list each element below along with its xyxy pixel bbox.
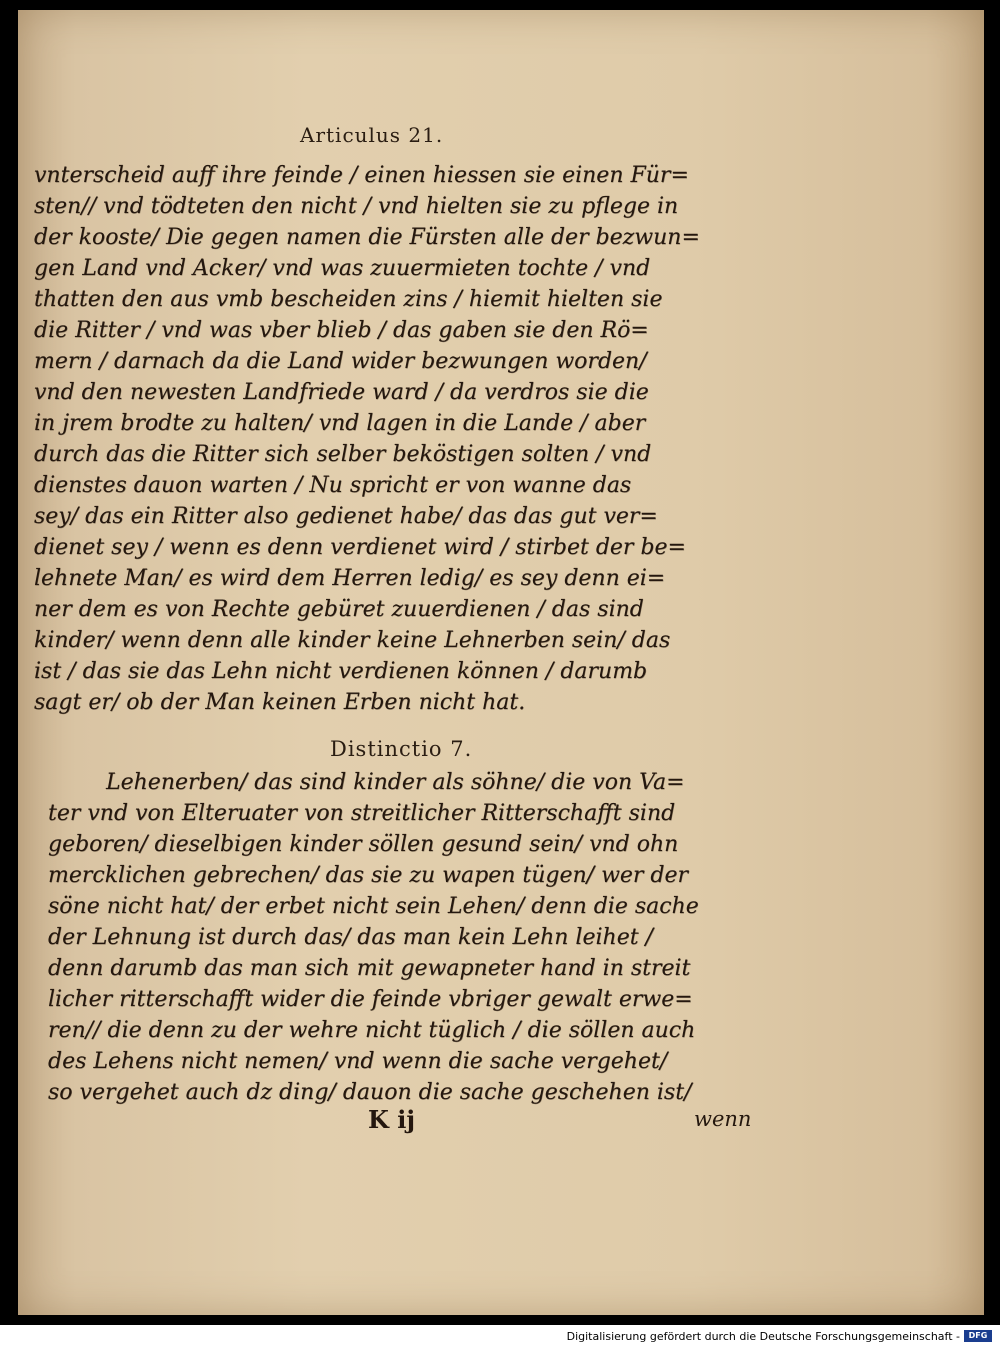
text-line: denn darumb das man sich mit gewapneter hand in streit [48,956,691,981]
signature-mark: K ij [368,1105,416,1134]
text-line: söne nicht hat/ der erbet nicht sein Lehen/ denn die sache [48,894,699,919]
catchword: wenn [694,1107,752,1131]
text-line: ner dem es von Rechte gebüret zuuerdienen / das sind [34,597,644,622]
text-line: gen Land vnd Acker/ vnd was zuuermieten tochte / vnd [34,256,651,281]
text-line: ter vnd von Elteruater von streitlicher Ritterschafft sind [48,801,676,826]
text-line: dienstes dauon warten / Nu spricht er von wanne das [34,473,632,498]
section-heading: Distinctio 7. [330,737,473,761]
book-page [18,10,984,1315]
text-block-distinctio [48,767,762,1108]
text-line: geboren/ dieselbigen kinder söllen gesund sein/ vnd ohn [48,832,679,857]
page-header: Articulus 21. [300,123,444,147]
text-line: sagt er/ ob der Man keinen Erben nicht hat. [34,690,526,715]
text-line: vnd den newesten Landfriede ward / da verdros sie die [34,380,649,405]
text-line: durch das die Ritter sich selber beköstigen solten / vnd [34,442,652,467]
text-line: so vergehet auch dz ding/ dauon die sache geschehen ist/ [48,1080,692,1105]
footer-bar [0,1325,1000,1348]
text-line: kinder/ wenn denn alle kinder keine Lehnerben sein/ das [34,628,671,653]
dfg-logo-icon[interactable]: DFG [964,1330,992,1342]
text-line: sten// vnd tödteten den nicht / vnd hielten sie zu pflege in [34,194,679,219]
text-line: ist / das sie das Lehn nicht verdienen können / darumb [34,659,648,684]
text-line: der kooste/ Die gegen namen die Fürsten alle der bezwun= [34,225,700,250]
text-line: licher ritterschafft wider die feinde vbriger gewalt erwe= [48,987,693,1012]
text-line: in jrem brodte zu halten/ vnd lagen in die Lande / aber [34,411,646,436]
text-line: die Ritter / vnd was vber blieb / das gaben sie den Rö= [34,318,649,343]
text-line: mercklichen gebrechen/ das sie zu wapen tügen/ wer der [48,863,689,888]
text-line: mern / darnach da die Land wider bezwungen worden/ [34,349,647,374]
text-line: dienet sey / wenn es denn verdienet wird / stirbet der be= [34,535,686,560]
text-line: ren// die denn zu der wehre nicht tüglich / die söllen auch [48,1018,696,1043]
text-line: des Lehens nicht nemen/ vnd wenn die sache vergehet/ [48,1049,668,1074]
text-block-article [34,160,758,718]
text-line: sey/ das ein Ritter also gedienet habe/ das das gut ver= [34,504,658,529]
text-line: lehnete Man/ es wird dem Herren ledig/ es sey denn ei= [34,566,666,591]
funding-credit: Digitalisierung gefördert durch die Deutsche Forschungsgemeinschaft - [566,1330,960,1343]
text-line: thatten den aus vmb bescheiden zins / hiemit hielten sie [34,287,663,312]
text-line: der Lehnung ist durch das/ das man kein Lehn leihet / [48,925,653,950]
text-line: vnterscheid auff ihre feinde / einen hiessen sie einen Für= [34,163,689,188]
text-line: Lehenerben/ das sind kinder als söhne/ die von Va= [106,770,685,795]
